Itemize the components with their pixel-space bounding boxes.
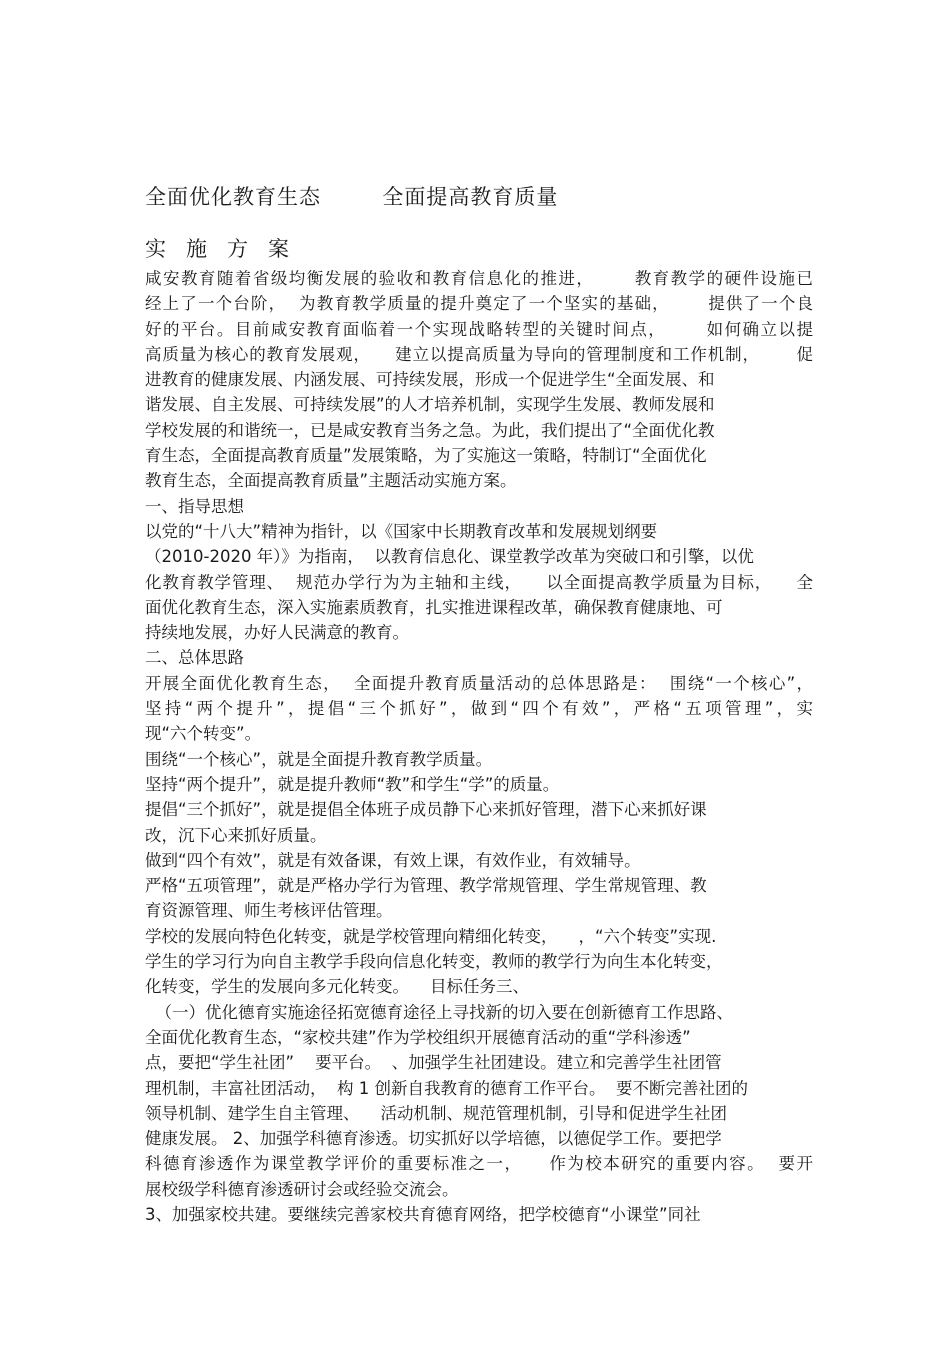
text-line: （一）优化德育实施途径拓宽德育途径上寻找新的切入要在创新德育工作思路、 [145, 1002, 733, 1022]
text-line: 坚持“两个提升”，提倡“三个抓好”，做到“四个有效”，严格“五项管理”，实 [145, 699, 813, 719]
text-line: 咸安教育随着省级均衡发展的验收和教育信息化的推进， 教育教学的硬件设施已 [145, 269, 813, 288]
text-line: 化教育教学管理、 规范办学行为为主轴和主线， 以全面提高教学质量为目标， 全 [145, 572, 813, 592]
text-line: 育生态，全面提高教育质量”发展策略，为了实施这一策略，特制订“全面优化 [145, 446, 707, 466]
document-title: 全面优化教育生态 全面提高教育质量 [145, 185, 559, 209]
text-line: 高质量为核心的教育发展观， 建立以提高质量为导向的管理制度和工作机制， 促 [145, 344, 813, 364]
text-line: （2010-2020 年）》为指南， 以教育信息化、课堂教学改革为突破口和引擎，以优 [145, 547, 754, 567]
text-line: 围绕“一个核心”，就是全面提升教育教学质量。 [145, 749, 493, 769]
text-line: 严格“五项管理”，就是严格办学行为管理、教学常规管理、学生常规管理、教 [145, 876, 707, 896]
text-line: 点，要把“学生社团” 要平台。 、加强学生社团建设。建立和完善学生社团管 [145, 1053, 722, 1073]
document-subtitle: 实施方案 [145, 237, 309, 261]
text-line: 全面优化教育生态，“家校共建”作为学校组织开展德育活动的重“学科渗透” [145, 1027, 691, 1047]
text-line: 一、指导思想 [145, 496, 244, 516]
text-line: 育资源管理、师生考核评估管理。 [145, 901, 393, 921]
text-line: 改，沉下心来抓好质量。 [145, 825, 327, 845]
text-line: 坚持“两个提升”，就是提升教师“教”和学生“学”的质量。 [145, 774, 560, 794]
text-line: 二、总体思路 [145, 648, 244, 668]
text-line: 展校级学科德育渗透研讨会或经验交流会。 [145, 1179, 459, 1199]
text-line: 3、加强家校共建。要继续完善家校共育德育网络，把学校德育“小课堂”同社 [145, 1204, 701, 1224]
text-line: 谐发展、自主发展、可持续发展”的人才培养机制，实现学生发展、教师发展和 [145, 395, 715, 415]
text-line: 提倡“三个抓好”，就是提倡全体班子成员静下心来抓好管理，潜下心来抓好课 [145, 800, 707, 820]
text-line: 学校的发展向特色化转变，就是学校管理向精细化转变， ，“六个转变”实现. [145, 926, 717, 946]
text-line: 进教育的健康发展、内涵发展、可持续发展，形成一个促进学生“全面发展、和 [145, 370, 715, 390]
text-line: 健康发展。 2、加强学科德育渗透。切实抓好以学培德，以德促学工作。要把学 [145, 1129, 722, 1149]
text-line: 理机制，丰富社团活动， 构 1 创新自我教育的德育工作平台。 要不断完善社团的 [145, 1078, 748, 1098]
text-line: 面优化教育生态，深入实施素质教育，扎实推进课程改革，确保教育健康地、可 [145, 597, 723, 617]
text-line: 领导机制、建学生自主管理、 活动机制、规范管理机制，引导和促进学生社团 [145, 1103, 727, 1123]
text-line: 好的平台。目前咸安教育面临着一个实现战略转型的关键时间点， 如何确立以提 [145, 319, 813, 339]
text-line: 以党的“十八大”精神为指针，以《国家中长期教育改革和发展规划纲要 [145, 521, 658, 541]
text-line: 化转变，学生的发展向多元化转变。 目标任务三、 [145, 977, 529, 997]
text-line: 持续地发展，办好人民满意的教育。 [145, 623, 409, 643]
text-line: 现“六个转变”。 [145, 724, 262, 744]
text-line: 开展全面优化教育生态， 全面提升教育质量活动的总体思路是： 围绕“一个核心”， [145, 673, 813, 693]
text-line: 做到“四个有效”，就是有效备课，有效上课，有效作业，有效辅导。 [145, 850, 641, 870]
text-line: 经上了一个台阶， 为教育教学质量的提升奠定了一个坚实的基础， 提供了一个良 [145, 294, 813, 314]
text-line: 学校发展的和谐统一，已是咸安教育当务之急。为此，我们提出了“全面优化教 [145, 420, 715, 440]
document-body [145, 266, 813, 1227]
text-line: 科德育渗透作为课堂教学评价的重要标准之一， 作为校本研究的重要内容。 要开 [145, 1154, 813, 1174]
text-line: 学生的学习行为向自主教学手段向信息化转变，教师的教学行为向生本化转变， [145, 952, 723, 972]
text-line: 教育生态，全面提高教育质量”主题活动实施方案。 [145, 471, 517, 491]
